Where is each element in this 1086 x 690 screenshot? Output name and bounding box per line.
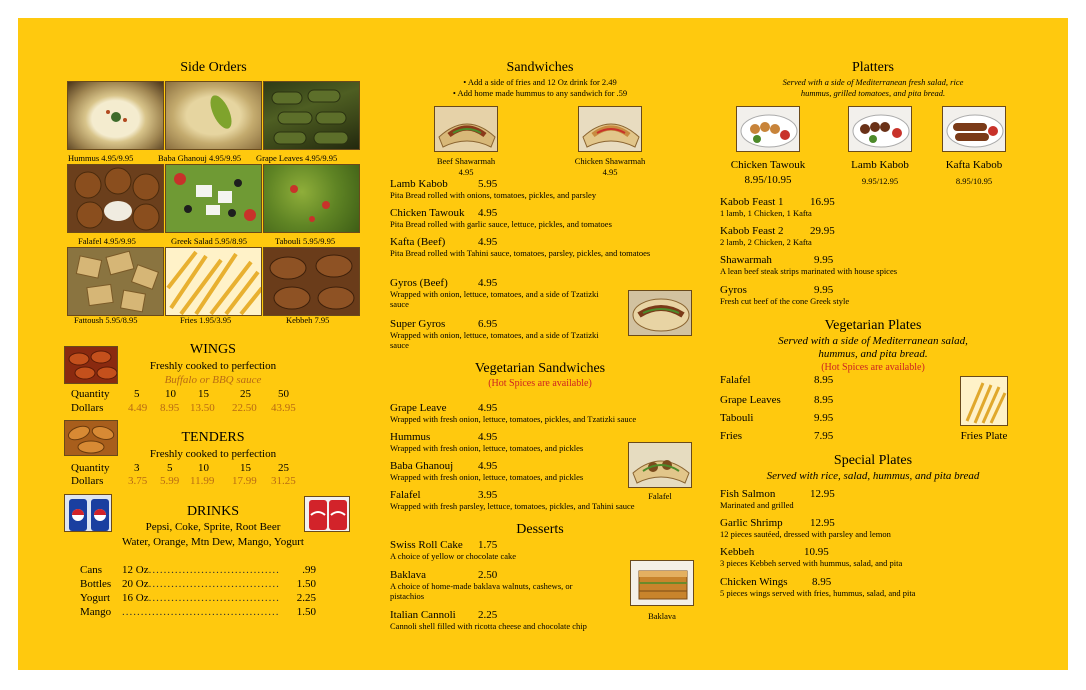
tenders-price-5: 5.99 [160, 475, 180, 487]
drinks-line-2: Water, Orange, Mtn Dew, Mango, Yogurt [122, 536, 304, 548]
wings-sauce-note: Buffalo or BBQ sauce [164, 374, 262, 386]
veg-plate-name: Fries [720, 430, 742, 442]
item-description: A choice of yellow or chocolate cake [390, 551, 517, 561]
special-plates-title: Special Plates [833, 453, 913, 468]
drink-name: Bottles [80, 578, 112, 590]
item-name: Italian Cannoli [390, 609, 456, 621]
chicken-tawouk-photo [736, 106, 800, 152]
item-name: Kafta (Beef) [390, 236, 446, 248]
item-name: Falafel [390, 489, 421, 501]
wings-qty-5: 5 [134, 388, 140, 400]
sandwiches-title: Sandwiches [506, 60, 574, 75]
item-price: 16.95 [810, 196, 835, 208]
drink-name: Mango [80, 606, 112, 618]
item-description: Pita Bread rolled with garlic sauce, lettuce, pickles, and tomatoes [390, 219, 612, 229]
item-price: 4.95 [478, 207, 498, 219]
sandwiches-note-2: • Add home made hummus to any sandwich for .59 [452, 88, 628, 98]
item-name: Chicken Tawouk [390, 207, 465, 219]
item-description: Pita Bread rolled with Tahini sauce, tomatoes, parsley, pickles, and tomatoes [390, 248, 651, 258]
lamb-kabob-name: Lamb Kabob [851, 159, 909, 171]
sandwich-item [390, 207, 690, 229]
falafel-sandwich-photo [628, 442, 692, 488]
item-description: 2 lamb, 2 Chicken, 2 Kafta [720, 237, 812, 247]
item-description: 1 lamb, 1 Chicken, 1 Kafta [720, 208, 812, 218]
veg-plates-subtitle-1: Served with a side of Mediterranean salad, [778, 335, 968, 347]
item-price: 1.75 [478, 539, 498, 551]
fries-plate-caption: Fries Plate [960, 430, 1008, 442]
item-description: 12 pieces sautéed, dressed with parsley and lemon [720, 529, 891, 539]
falafel-photo [67, 164, 164, 233]
platter-item [720, 254, 1030, 276]
special-plate-item [720, 546, 1020, 568]
sandwich-item [390, 236, 670, 258]
veg-plates-title: Vegetarian Plates [824, 318, 922, 333]
gyros-photo [628, 290, 692, 336]
item-description: Wrapped with fresh onion, lettuce, tomatoes, and pickles [390, 443, 584, 453]
leader-dots [149, 578, 280, 592]
platters-title: Platters [852, 60, 894, 75]
hummus-photo [67, 81, 164, 150]
item-price: 6.95 [478, 318, 498, 330]
kafta-kabob-photo [942, 106, 1006, 152]
beef-shawarmah-caption: Beef Shawarmah [436, 156, 496, 166]
item-price: 2.25 [478, 609, 498, 621]
item-name: Chicken Wings [720, 576, 788, 588]
fattoush-photo [67, 247, 164, 316]
veg-plates-subtitle-2: hummus, and pita bread. [818, 348, 928, 360]
drink-price: .99 [302, 564, 316, 576]
beef-shawarmah-price: 4.95 [458, 167, 474, 177]
item-price: 8.95 [812, 576, 832, 588]
chicken-tawouk-name: Chicken Tawouk [730, 159, 806, 171]
drink-name: Cans [80, 564, 102, 576]
item-price: 9.95 [814, 284, 834, 296]
dessert-item [390, 569, 600, 601]
veg-sandwich-item [390, 460, 630, 482]
tenders-price-25: 31.25 [271, 475, 296, 487]
item-name: Garlic Shrimp [720, 517, 783, 529]
hummus-caption: Hummus 4.95/9.95 [68, 153, 134, 163]
wings-photo [64, 346, 118, 384]
item-price: 5.95 [478, 178, 498, 190]
wings-price-15: 13.50 [190, 402, 215, 414]
item-name: Hummus [390, 431, 431, 443]
wings-quantity-label: Quantity [71, 388, 110, 400]
drink-price: 1.50 [296, 606, 316, 618]
special-plate-item [720, 488, 1020, 510]
chicken-shawarmah-caption: Chicken Shawarmah [574, 156, 646, 166]
dessert-item [390, 539, 610, 561]
veg-sandwich-item [390, 431, 630, 453]
leader-dots [149, 564, 280, 578]
drinks-price-list [80, 564, 316, 620]
item-price: 2.50 [478, 569, 498, 581]
platters-subtitle-2: hummus, grilled tomatoes, and pita bread. [800, 88, 946, 98]
item-price: 4.95 [478, 431, 498, 443]
item-price: 10.95 [804, 546, 829, 558]
tenders-price-15: 17.99 [232, 475, 257, 487]
wings-title: WINGS [190, 342, 236, 357]
veg-sandwiches-spice-note: (Hot Spices are available) [488, 378, 592, 389]
veg-plate-price: 9.95 [814, 412, 834, 424]
drink-size: 12 Oz [122, 564, 149, 576]
baba-ghanouj-caption: Baba Ghanouj 4.95/9.95 [158, 153, 242, 163]
item-name: Lamb Kabob [390, 178, 448, 190]
falafel-sandwich-caption: Falafel [648, 491, 672, 501]
drink-size: 20 Oz [122, 578, 149, 590]
veg-plate-price: 8.95 [814, 394, 834, 406]
item-price: 4.95 [478, 402, 498, 414]
veg-plate-price: 7.95 [814, 430, 834, 442]
item-description: 5 pieces wings served with fries, hummus, salad, and pita [720, 588, 916, 598]
item-description: Cannoli shell filled with ricotta cheese and chocolate chip [390, 621, 587, 631]
tenders-price-3: 3.75 [128, 475, 148, 487]
chicken-shawarmah-photo [578, 106, 642, 152]
tenders-qty-5: 5 [167, 462, 173, 474]
tabouli-caption: Tabouli 5.95/9.95 [275, 236, 336, 246]
platter-item [720, 284, 1020, 306]
item-description: Wrapped with onion, lettuce, tomatoes, and a side of Tzatizki sauce [390, 330, 599, 350]
wings-price-10: 8.95 [160, 402, 180, 414]
item-price: 3.95 [478, 489, 498, 501]
drink-size: 16 Oz [122, 592, 149, 604]
falafel-caption: Falafel 4.95/9.95 [78, 236, 136, 246]
item-name: Swiss Roll Cake [390, 539, 463, 551]
baklava-photo [630, 560, 694, 606]
item-price: 4.95 [478, 277, 498, 289]
sandwiches-note-1: • Add a side of fries and 12 Oz drink for 2.49 [463, 77, 617, 87]
fattoush-caption: Fattoush 5.95/8.95 [74, 315, 138, 325]
sandwich-item [390, 318, 610, 350]
item-name: Fish Salmon [720, 488, 776, 500]
item-name: Kabob Feast 2 [720, 225, 784, 237]
drinks-row [80, 606, 316, 620]
baklava-caption: Baklava [648, 611, 676, 621]
item-description: Fresh cut beef of the cone Greek style [720, 296, 850, 306]
chicken-tawouk-price: 8.95/10.95 [744, 174, 792, 186]
item-price: 29.95 [810, 225, 835, 237]
drinks-row [80, 592, 316, 606]
lamb-kabob-price: 9.95/12.95 [861, 176, 899, 186]
item-description: Wrapped with fresh parsley, lettuce, tomatoes, pickles, and Tahini sauce [390, 501, 635, 511]
item-description: A lean beef steak strips marinated with house spices [720, 266, 898, 276]
drink-price: 1.50 [296, 578, 316, 590]
special-plate-item [720, 517, 1020, 539]
lamb-kabob-photo [848, 106, 912, 152]
item-name: Super Gyros [390, 318, 446, 330]
veg-plate-name: Grape Leaves [720, 394, 781, 406]
chicken-shawarmah-price: 4.95 [602, 167, 618, 177]
item-name: Shawarmah [720, 254, 772, 266]
item-description: Marinated and grilled [720, 500, 794, 510]
drink-name: Yogurt [80, 592, 111, 604]
wings-qty-15: 15 [198, 388, 209, 400]
item-name: Kabob Feast 1 [720, 196, 784, 208]
fries-plate-photo [960, 376, 1008, 426]
tabouli-photo [263, 164, 360, 233]
item-description: Wrapped with fresh onion, lettuce, tomatoes, and pickles [390, 472, 584, 482]
item-name: Grape Leave [390, 402, 447, 414]
veg-plates-spice-note: (Hot Spices are available) [821, 362, 925, 373]
item-description: Pita Bread rolled with onions, tomatoes, pickles, and parsley [390, 190, 597, 200]
kafta-kabob-name: Kafta Kabob [945, 159, 1003, 171]
drinks-row [80, 564, 316, 578]
item-price: 9.95 [814, 254, 834, 266]
drinks-title: DRINKS [186, 504, 240, 519]
greek-salad-caption: Greek Salad 5.95/8.95 [171, 236, 248, 246]
fries-photo [165, 247, 262, 316]
item-price: 12.95 [810, 488, 835, 500]
item-description: Wrapped with fresh onion, lettuce, tomatoes, pickles, and Tzatizki sauce [390, 414, 637, 424]
drinks-row [80, 578, 316, 592]
wings-qty-10: 10 [165, 388, 176, 400]
item-price: 4.95 [478, 460, 498, 472]
item-description: Wrapped with onion, lettuce, tomatoes, and a side of Tzatizki sauce [390, 289, 599, 309]
desserts-title: Desserts [516, 522, 564, 537]
tenders-qty-10: 10 [198, 462, 209, 474]
beef-shawarmah-photo [434, 106, 498, 152]
side-orders-title: Side Orders [180, 60, 247, 75]
greek-salad-photo [165, 164, 262, 233]
platters-subtitle-1: Served with a side of Mediterranean fresh salad, rice [782, 77, 964, 87]
item-name: Baba Ghanouj [390, 460, 454, 472]
wings-price-25: 22.50 [232, 402, 257, 414]
grape-leaves-photo [263, 81, 360, 150]
veg-plate-name: Falafel [720, 374, 751, 386]
tenders-qty-3: 3 [134, 462, 140, 474]
veg-sandwich-item [390, 402, 690, 424]
tenders-quantity-label: Quantity [71, 462, 110, 474]
tenders-price-10: 11.99 [190, 475, 215, 487]
grape-leaves-caption: Grape Leaves 4.95/9.95 [256, 153, 338, 163]
wings-price-5: 4.49 [128, 402, 148, 414]
leader-dots [122, 606, 280, 620]
baba-ghanouj-photo [165, 81, 262, 150]
platter-item [720, 196, 1020, 218]
wings-qty-25: 25 [240, 388, 251, 400]
special-plate-item [720, 576, 1040, 598]
item-price: 12.95 [810, 517, 835, 529]
tenders-title: TENDERS [181, 430, 245, 445]
tenders-dollars-label: Dollars [71, 475, 104, 487]
item-name: Baklava [390, 569, 427, 581]
veg-plate-name: Tabouli [720, 412, 754, 424]
kebbeh-photo [263, 247, 360, 316]
item-price: 4.95 [478, 236, 498, 248]
kebbeh-caption: Kebbeh 7.95 [286, 315, 330, 325]
leader-dots [149, 592, 280, 606]
veg-plate-price: 8.95 [814, 374, 834, 386]
tenders-qty-25: 25 [278, 462, 289, 474]
wings-price-50: 43.95 [271, 402, 296, 414]
item-name: Kebbeh [720, 546, 755, 558]
tenders-subtitle: Freshly cooked to perfection [149, 448, 277, 460]
sandwich-item [390, 277, 610, 309]
tenders-qty-15: 15 [240, 462, 251, 474]
wings-dollars-label: Dollars [71, 402, 104, 414]
wings-qty-50: 50 [278, 388, 289, 400]
platter-item [720, 225, 1020, 247]
wings-subtitle: Freshly cooked to perfection [149, 360, 277, 372]
sandwich-item [390, 178, 690, 200]
item-description: A choice of home-made baklava walnuts, cashews, or pistachios [390, 581, 573, 601]
special-plates-subtitle: Served with rice, salad, hummus, and pita bread [766, 470, 980, 482]
drinks-line-1: Pepsi, Coke, Sprite, Root Beer [145, 521, 281, 533]
veg-sandwiches-title: Vegetarian Sandwiches [474, 361, 606, 376]
item-name: Gyros [720, 284, 747, 296]
menu-page [18, 18, 1068, 670]
item-name: Gyros (Beef) [390, 277, 448, 289]
drink-price: 2.25 [296, 592, 316, 604]
tenders-photo [64, 420, 118, 456]
fries-caption: Fries 1.95/3.95 [180, 315, 232, 325]
item-description: 3 pieces Kebbeh served with hummus, salad, and pita [720, 558, 903, 568]
kafta-kabob-price: 8.95/10.95 [955, 176, 993, 186]
